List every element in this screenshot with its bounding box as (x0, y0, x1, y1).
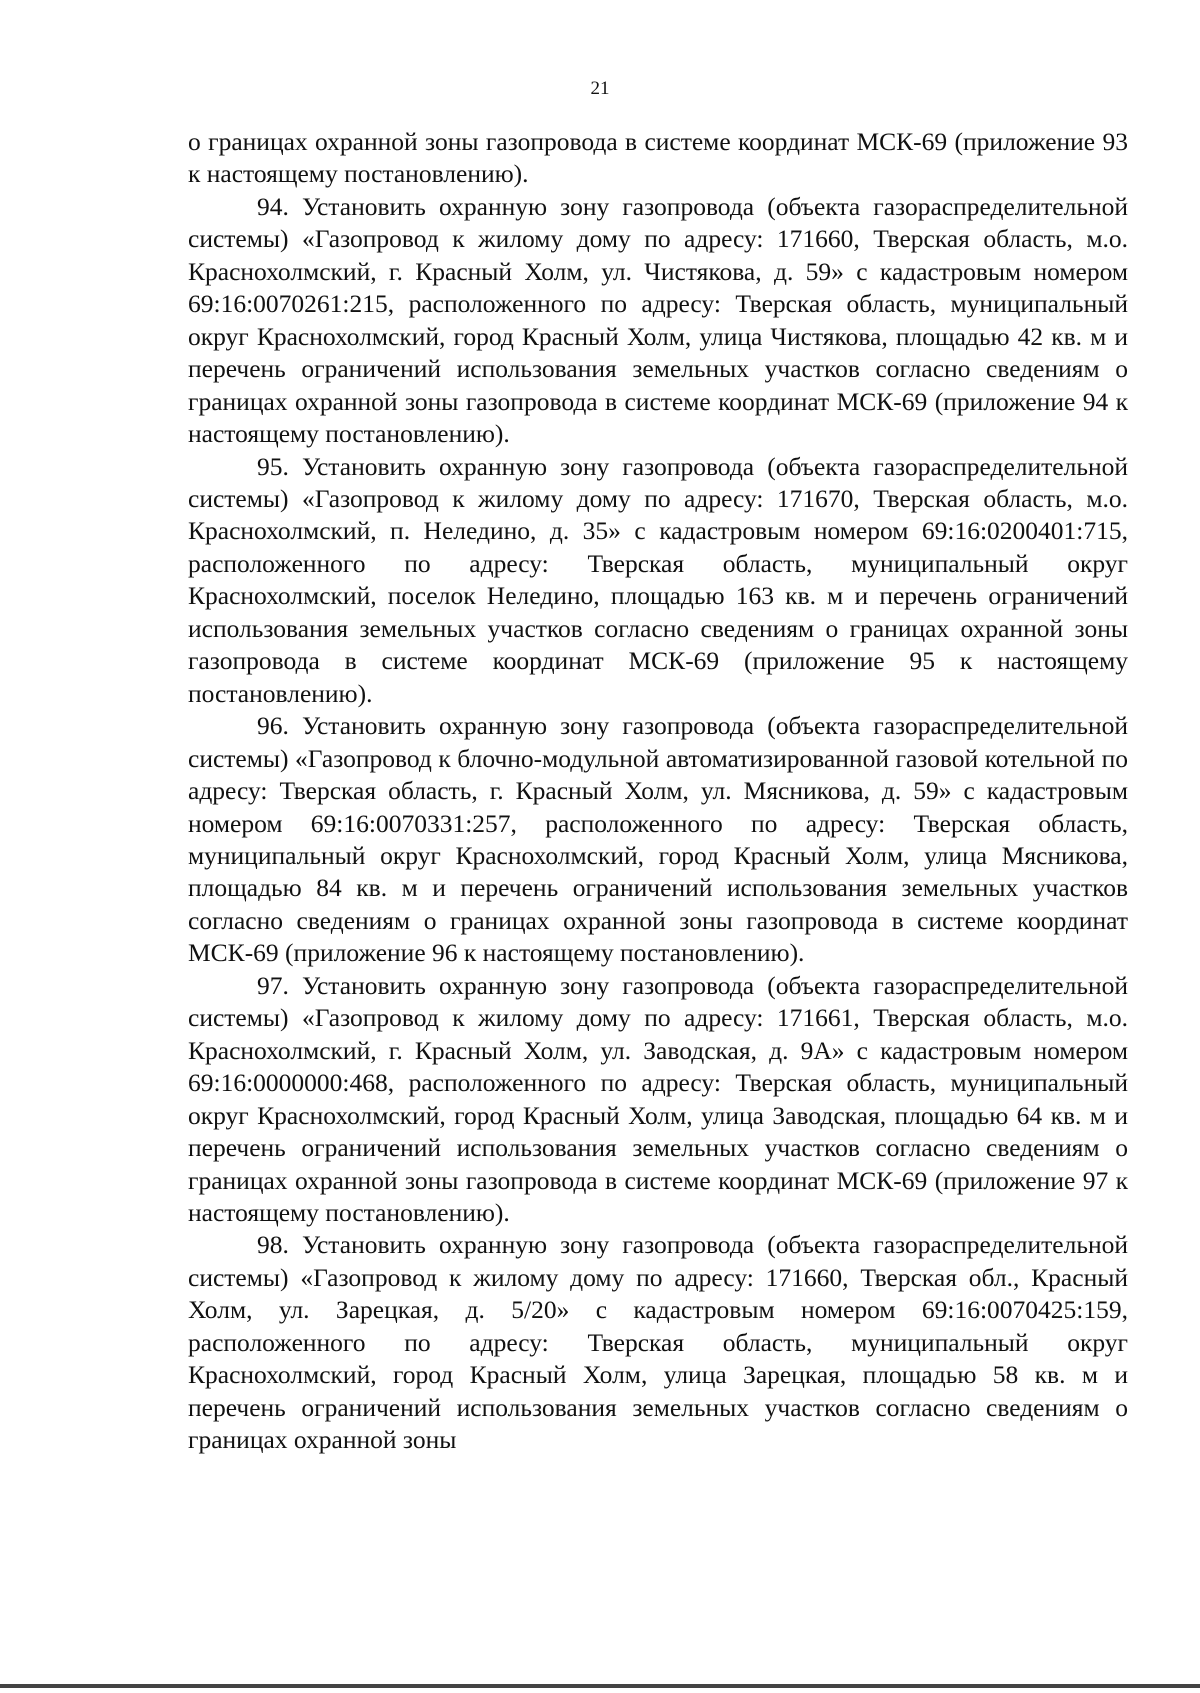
document-body (188, 126, 1128, 1457)
paragraph-item-95: 95. Установить охранную зону газопровода (объекта газораспределительной системы) «Газопровод к жилому дому по адресу: 171670, Тверская область, м.о. Краснохолмский, п. Неледино, д. 35» с кадастровым номером 69:16:0200401:715, расположенного по адресу: Тверская область, муниципальный округ Краснохолмский, поселок Неледино, площадью 163 кв. м и перечень ограничений использования земельных участков согласно сведениям о границах охранной зоны газопровода в системе координат МСК-69 (приложение 95 к настоящему постановлению). (188, 451, 1128, 708)
page-number: 21 (590, 78, 610, 99)
paragraph-continuation: о границах охранной зоны газопровода в системе координат МСК-69 (приложение 93 к настоящему постановлению). (188, 127, 1128, 189)
paragraph-item-97: 97. Установить охранную зону газопровода (объекта газораспределительной системы) «Газопровод к жилому дому по адресу: 171661, Тверская область, м.о. Краснохолмский, г. Красный Холм, ул. Заводская, д. 9А» с кадастровым номером 69:16:0000000:468, расположенного по адресу: Тверская область, муниципальный округ Краснохолмский, город Красный Холм, улица Заводская, площадью 64 кв. м и перечень ограничений использования земельных участков согласно сведениям о границах охранной зоны газопровода в системе координат МСК-69 (приложение 97 к настоящему постановлению). (188, 970, 1128, 1227)
paragraph-item-94: 94. Установить охранную зону газопровода (объекта газораспределительной системы) «Газопровод к жилому дому по адресу: 171660, Тверская область, м.о. Краснохолмский, г. Красный Холм, ул. Чистякова, д. 59» с кадастровым номером 69:16:0070261:215, расположенного по адресу: Тверская область, муниципальный округ Краснохолмский, город Красный Холм, улица Чистякова, площадью 42 кв. м и перечень ограничений использования земельных участков согласно сведениям о границах охранной зоны газопровода в системе координат МСК-69 (приложение 94 к настоящему постановлению). (188, 191, 1128, 449)
scan-bottom-edge (0, 1684, 1200, 1688)
paragraph-item-96: 96. Установить охранную зону газопровода (объекта газораспределительной системы) «Газопровод к блочно-модульной автоматизированной газовой котельной по адресу: Тверская область, г. Красный Холм, ул. Мясникова, д. 59» с кадастровым номером 69:16:0070331:257, расположенного по адресу: Тверская область, муниципальный округ Краснохолмский, город Красный Холм, улица Мясникова, площадью 84 кв. м и перечень ограничений использования земельных участков согласно сведениям о границах охранной зоны газопровода в системе координат МСК-69 (приложение 96 к настоящему постановлению). (188, 711, 1128, 968)
paragraph-item-98: 98. Установить охранную зону газопровода (объекта газораспределительной системы) «Газопровод к жилому дому по адресу: 171660, Тверская обл., Красный Холм, ул. Зарецкая, д. 5/20» с кадастровым номером 69:16:0070425:159, расположенного по адресу: Тверская область, муниципальный округ Краснохолмский, город Красный Холм, улица Зарецкая, площадью 58 кв. м и перечень ограничений использования земельных участков согласно сведениям о границах охранной зоны (188, 1230, 1128, 1455)
